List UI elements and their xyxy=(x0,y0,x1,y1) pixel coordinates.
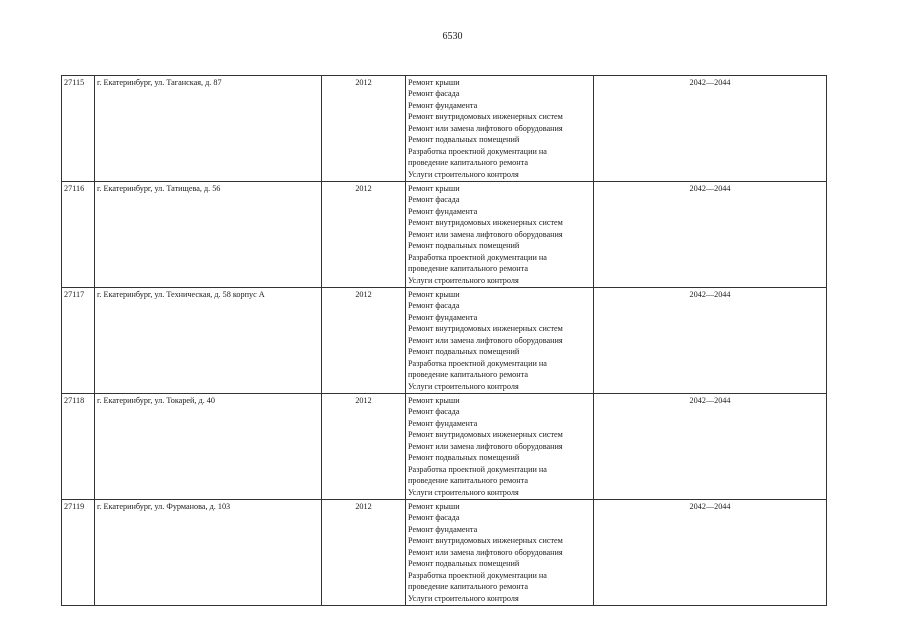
table-row xyxy=(62,288,827,394)
table-body xyxy=(62,76,827,606)
work-item: Ремонт внутридомовых инженерных систем xyxy=(408,324,563,334)
period-cell: 2042—2044 xyxy=(594,394,827,500)
work-item: Ремонт подвальных помещений xyxy=(408,347,520,357)
address-cell: г. Екатеринбург, ул. Таганская, д. 87 xyxy=(95,76,322,182)
year-cell: 2012 xyxy=(322,394,406,500)
housing-repair-table xyxy=(61,75,827,606)
work-item: Ремонт подвальных помещений xyxy=(408,453,520,463)
year-cell: 2012 xyxy=(322,182,406,288)
works-list-cell xyxy=(406,394,594,500)
work-item: Ремонт подвальных помещений xyxy=(408,241,520,251)
works-list-cell xyxy=(406,182,594,288)
works-list-cell xyxy=(406,288,594,394)
work-item: Разработка проектной документации на xyxy=(408,464,547,474)
address-cell: г. Екатеринбург, ул. Фурманова, д. 103 xyxy=(95,500,322,606)
work-item: Услуги строительного контроля xyxy=(408,169,519,179)
work-item: Ремонт внутридомовых инженерных систем xyxy=(408,536,563,546)
year-cell: 2012 xyxy=(322,76,406,182)
work-item: Ремонт крыши xyxy=(408,290,460,299)
work-item: Ремонт фасада xyxy=(408,89,460,99)
row-number: 27117 xyxy=(62,288,95,394)
table-row xyxy=(62,76,827,182)
row-number: 27118 xyxy=(62,394,95,500)
work-item: Ремонт или замена лифтового оборудования xyxy=(408,229,563,239)
work-item: Ремонт внутридомовых инженерных систем xyxy=(408,218,563,228)
work-item: Ремонт фундамента xyxy=(408,524,478,534)
row-number: 27119 xyxy=(62,500,95,606)
period-cell: 2042—2044 xyxy=(594,288,827,394)
work-item: Ремонт крыши xyxy=(408,184,460,193)
work-item: Ремонт фундамента xyxy=(408,100,478,110)
work-item: проведение капитального ремонта xyxy=(408,264,528,274)
works-list-cell xyxy=(406,500,594,606)
work-item: Ремонт или замена лифтового оборудования xyxy=(408,335,563,345)
work-item: Разработка проектной документации на xyxy=(408,358,547,368)
work-item: Услуги строительного контроля xyxy=(408,381,519,391)
year-cell: 2012 xyxy=(322,288,406,394)
work-item: Ремонт крыши xyxy=(408,78,460,87)
year-cell: 2012 xyxy=(322,500,406,606)
work-item: Ремонт крыши xyxy=(408,502,460,511)
work-item: Ремонт крыши xyxy=(408,396,460,405)
work-item: Услуги строительного контроля xyxy=(408,275,519,285)
work-item: Разработка проектной документации на xyxy=(408,570,547,580)
work-item: Услуги строительного контроля xyxy=(408,487,519,497)
work-item: Ремонт внутридомовых инженерных систем xyxy=(408,430,563,440)
period-cell: 2042—2044 xyxy=(594,182,827,288)
table-row xyxy=(62,394,827,500)
work-item: Ремонт подвальных помещений xyxy=(408,559,520,569)
work-item: Ремонт фундамента xyxy=(408,312,478,322)
work-item: Ремонт подвальных помещений xyxy=(408,135,520,145)
work-item: Ремонт фундамента xyxy=(408,206,478,216)
work-item: Ремонт или замена лифтового оборудования xyxy=(408,441,563,451)
address-cell: г. Екатеринбург, ул. Татищева, д. 56 xyxy=(95,182,322,288)
table-row xyxy=(62,500,827,606)
period-cell: 2042—2044 xyxy=(594,76,827,182)
work-item: Ремонт или замена лифтового оборудования xyxy=(408,123,563,133)
work-item: Ремонт фасада xyxy=(408,195,460,205)
work-item: Ремонт фасада xyxy=(408,301,460,311)
address-cell: г. Екатеринбург, ул. Техническая, д. 58 корпус А xyxy=(95,288,322,394)
period-cell: 2042—2044 xyxy=(594,500,827,606)
table-row xyxy=(62,182,827,288)
work-item: проведение капитального ремонта xyxy=(408,476,528,486)
work-item: проведение капитального ремонта xyxy=(408,158,528,168)
address-cell: г. Екатеринбург, ул. Токарей, д. 40 xyxy=(95,394,322,500)
work-item: Ремонт или замена лифтового оборудования xyxy=(408,547,563,557)
row-number: 27116 xyxy=(62,182,95,288)
work-item: проведение капитального ремонта xyxy=(408,370,528,380)
row-number: 27115 xyxy=(62,76,95,182)
work-item: Разработка проектной документации на xyxy=(408,146,547,156)
page-number: 6530 xyxy=(442,31,463,42)
work-item: Ремонт фасада xyxy=(408,407,460,417)
work-item: Услуги строительного контроля xyxy=(408,593,519,603)
work-item: Ремонт фундамента xyxy=(408,418,478,428)
works-list-cell xyxy=(406,76,594,182)
work-item: Ремонт фасада xyxy=(408,513,460,523)
work-item: проведение капитального ремонта xyxy=(408,582,528,592)
work-item: Ремонт внутридомовых инженерных систем xyxy=(408,112,563,122)
work-item: Разработка проектной документации на xyxy=(408,252,547,262)
